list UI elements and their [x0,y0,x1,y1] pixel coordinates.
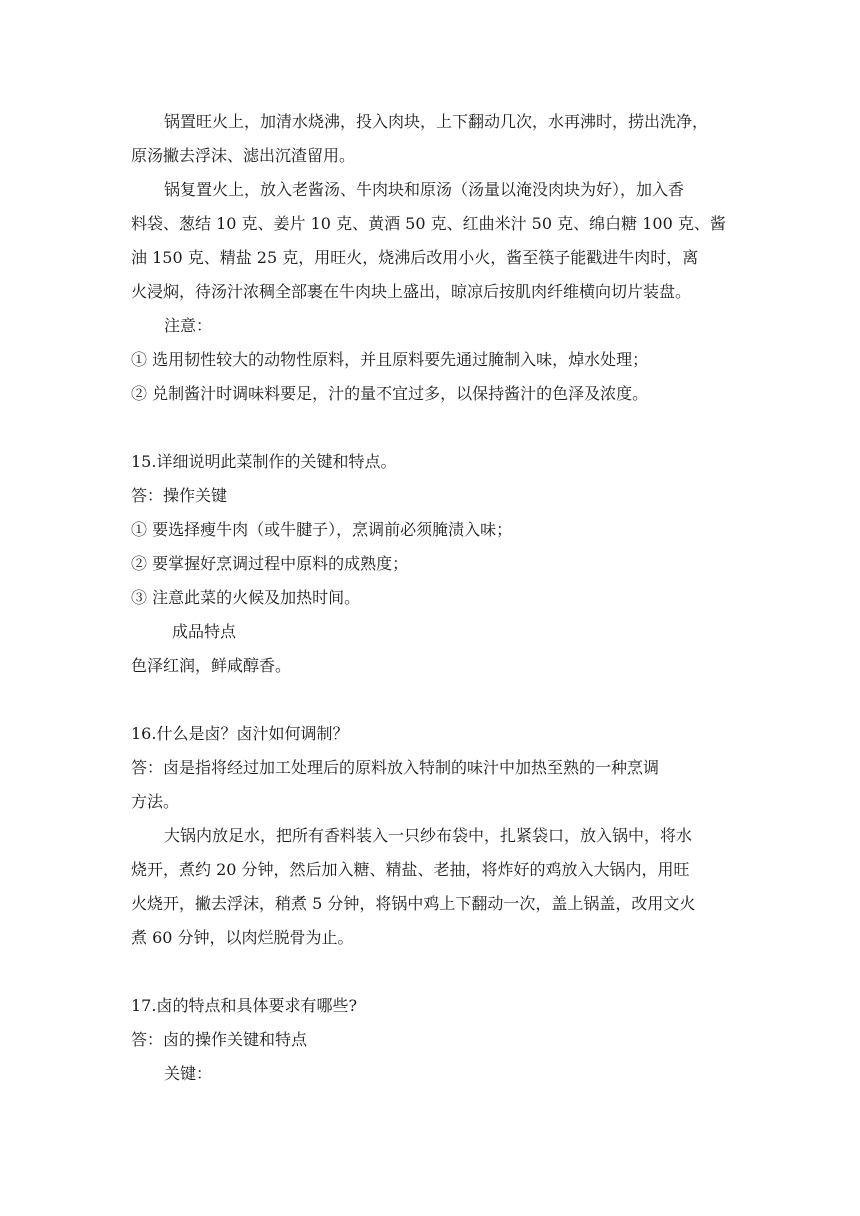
paragraph-line: 油 150 克、精盐 25 克，用旺火，烧沸后改用小火，酱至筷子能戳进牛肉时，离 [131,248,699,267]
list-item: ③ 注意此菜的火候及加热时间。 [131,588,361,607]
list-item: ② 兑制酱汁时调味料要足，汁的量不宜过多，以保持酱汁的色泽及浓度。 [131,384,649,403]
list-item: ① 要选择瘦牛肉（或牛腱子），烹调前必须腌渍入味； [131,520,513,539]
paragraph-line: 锅置旺火上，加清水烧沸，投入肉块，上下翻动几次，水再沸时，捞出洗净， [164,112,709,131]
paragraph-line: 大锅内放足水，把所有香料装入一只纱布袋中，扎紧袋口，放入锅中，将水 [164,826,693,845]
paragraph-line: 方法。 [131,792,180,811]
question-heading: 17.卤的特点和具体要求有哪些? [131,996,358,1015]
question-heading: 16.什么是卤？卤汁如何调制？ [131,724,349,743]
answer-line: 答：卤是指将经过加工处理后的原料放入特制的味汁中加热至熟的一种烹调 [131,758,660,777]
paragraph-line: 火烧开，撇去浮沫，稍煮 5 分钟，将锅中鸡上下翻动一次，盖上锅盖，改用文火 [131,894,696,913]
paragraph-line: 色泽红润，鲜咸醇香。 [131,656,292,675]
paragraph-line: 火浸焖，待汤汁浓稠全部裹在牛肉块上盛出，晾凉后按肌肉纤维横向切片装盘。 [131,282,692,301]
paragraph-line: 料袋、葱结 10 克、姜片 10 克、黄酒 50 克、红曲米汁 50 克、绵白糖 100 克、酱 [131,214,726,233]
answer-line: 答：操作关键 [131,486,228,505]
paragraph-line: 煮 60 分钟，以肉烂脱骨为止。 [131,928,354,947]
list-item: ② 要掌握好烹调过程中原料的成熟度； [131,554,409,573]
question-heading: 15.详细说明此菜制作的关键和特点。 [131,452,397,471]
list-item: ① 选用韧性较大的动物性原料，并且原料要先通过腌制入味，焯水处理； [131,350,649,369]
subheading: 成品特点 [172,622,237,641]
answer-line: 答：卤的操作关键和特点 [131,1030,308,1049]
note-heading: 注意： [164,316,213,335]
paragraph-line: 烧开，煮约 20 分钟，然后加入糖、精盐、老抽，将炸好的鸡放入大锅内，用旺 [131,860,690,879]
paragraph-line: 原汤撇去浮沫、滤出沉渣留用。 [131,146,356,165]
subheading: 关键： [164,1064,213,1083]
paragraph-line: 锅复置火上，放入老酱汤、牛肉块和原汤（汤量以淹没肉块为好），加入香 [164,180,685,199]
